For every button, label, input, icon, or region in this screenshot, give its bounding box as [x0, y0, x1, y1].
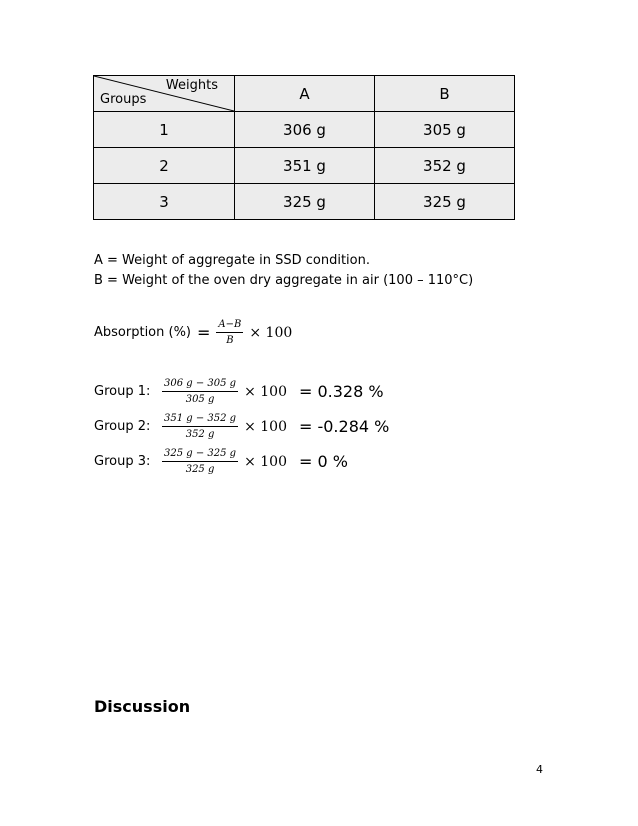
absorption-formula — [94, 319, 292, 346]
page-number: 4 — [536, 763, 543, 776]
row-group-cell: 3 — [94, 184, 235, 220]
absorption-equals: = — [197, 323, 211, 342]
group-label: Group 3: — [94, 454, 151, 469]
row-b-cell: 352 g — [375, 148, 515, 184]
row-a-cell: 306 g — [235, 112, 375, 148]
group-denominator: 352 g — [185, 429, 215, 440]
row-group-cell: 1 — [94, 112, 235, 148]
group-numerator: 351 g − 352 g — [162, 413, 238, 427]
group-label: Group 1: — [94, 384, 151, 399]
group-multiplier: × 100 — [244, 383, 287, 400]
absorption-multiplier: × 100 — [249, 324, 293, 341]
definition-b: B = Weight of the oven dry aggregate in air (100 – 110°C) — [94, 273, 474, 288]
header-col-b: B — [375, 76, 515, 112]
absorption-denominator: B — [226, 335, 234, 346]
group-denominator: 305 g — [185, 394, 215, 405]
group-fraction — [162, 448, 238, 475]
definition-a: A = Weight of aggregate in SSD condition. — [94, 253, 370, 268]
row-group-cell: 2 — [94, 148, 235, 184]
row-a-cell: 325 g — [235, 184, 375, 220]
header-groups: Groups — [100, 92, 147, 107]
row-a-cell: 351 g — [235, 148, 375, 184]
group-2-calculation — [94, 413, 389, 440]
absorption-fraction — [216, 319, 243, 346]
row-b-cell: 305 g — [375, 112, 515, 148]
group-1-calculation — [94, 378, 384, 405]
group-numerator: 306 g − 305 g — [162, 378, 238, 392]
table-row — [94, 112, 515, 148]
group-result: = -0.284 % — [298, 417, 390, 436]
table-header-row — [94, 76, 515, 112]
absorption-label: Absorption (%) — [94, 325, 191, 340]
header-weights: Weights — [165, 78, 218, 93]
header-col-a: A — [235, 76, 375, 112]
group-numerator: 325 g − 325 g — [162, 448, 238, 462]
group-label: Group 2: — [94, 419, 151, 434]
group-denominator: 325 g — [185, 464, 215, 475]
row-b-cell: 325 g — [375, 184, 515, 220]
group-result: = 0.328 % — [298, 382, 384, 401]
table-row — [94, 148, 515, 184]
weights-table — [93, 75, 515, 220]
group-3-calculation — [94, 448, 348, 475]
group-multiplier: × 100 — [244, 453, 287, 470]
absorption-numerator: A−B — [216, 319, 243, 333]
discussion-heading: Discussion — [94, 697, 191, 716]
group-result: = 0 % — [298, 452, 348, 471]
diagonal-header-cell — [94, 76, 235, 112]
group-fraction — [162, 378, 238, 405]
table-row — [94, 184, 515, 220]
group-fraction — [162, 413, 238, 440]
group-multiplier: × 100 — [244, 418, 287, 435]
